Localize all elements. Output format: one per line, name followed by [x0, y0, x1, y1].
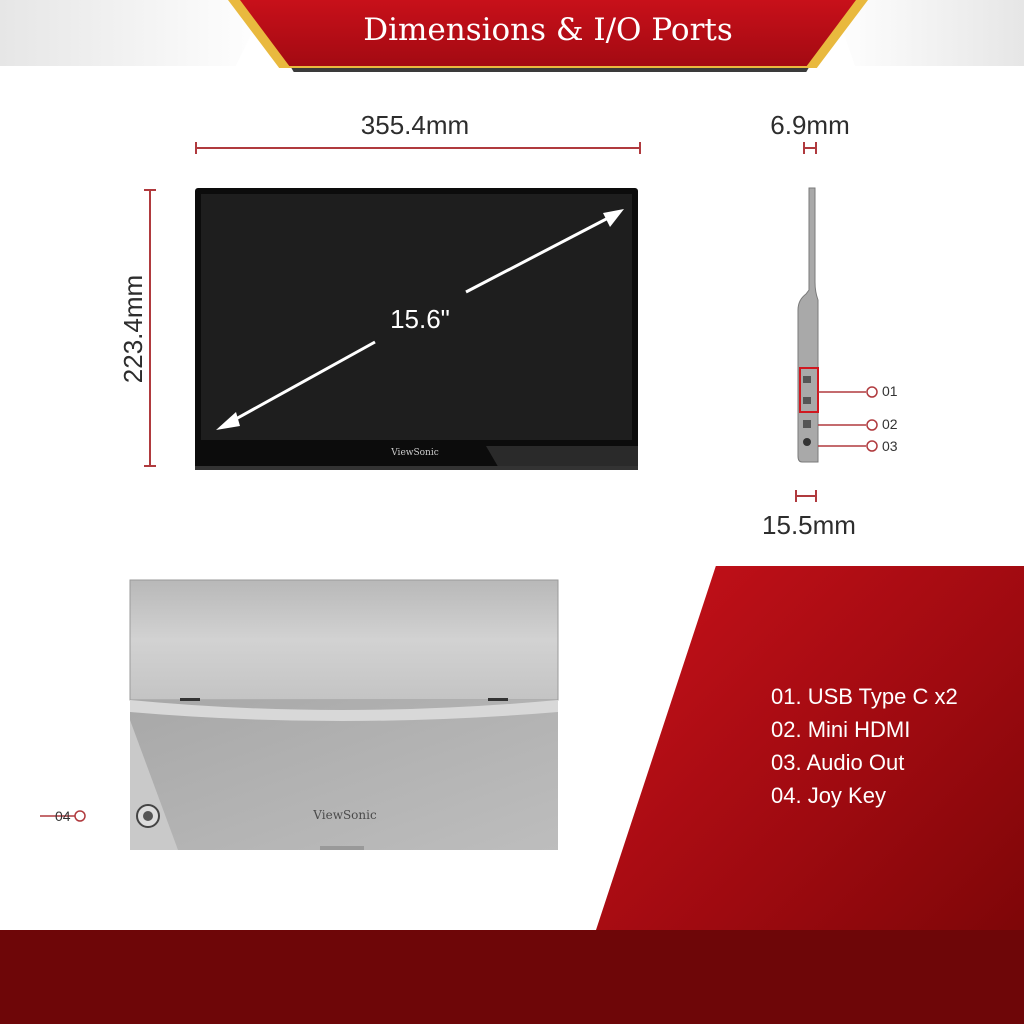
legend-item-mini-hdmi: 02. Mini HDMI: [771, 717, 911, 742]
port-marker-03: 03: [882, 438, 898, 454]
diagonal-label: 15.6": [390, 304, 450, 334]
depth-top-label: 6.9mm: [770, 110, 850, 140]
height-label: 223.4mm: [118, 274, 148, 384]
legend-panel: [596, 566, 1024, 930]
legend-item-joy-key: 04. Joy Key: [771, 783, 886, 808]
port-marker-02: 02: [882, 416, 898, 432]
depth-bottom-dimension-line: [796, 490, 816, 502]
width-dimension-line: [196, 142, 640, 154]
bottom-band: [0, 930, 1024, 1024]
monitor-side-profile: [798, 188, 818, 462]
width-label: 355.4mm: [360, 110, 470, 140]
port-marker-04: 04: [55, 808, 71, 824]
legend-item-audio-out: 03. Audio Out: [771, 750, 905, 775]
depth-bottom-label: 15.5mm: [762, 510, 856, 540]
depth-top-dimension-line: [804, 142, 816, 154]
page-title: Dimensions & I/O Ports: [363, 12, 733, 48]
port-leaders: [818, 387, 877, 451]
back-logo: ViewSonic: [313, 808, 377, 822]
front-logo: ViewSonic: [391, 448, 439, 458]
port-marker-01: 01: [882, 383, 898, 399]
legend-item-usb-c: 01. USB Type C x2: [771, 684, 958, 709]
